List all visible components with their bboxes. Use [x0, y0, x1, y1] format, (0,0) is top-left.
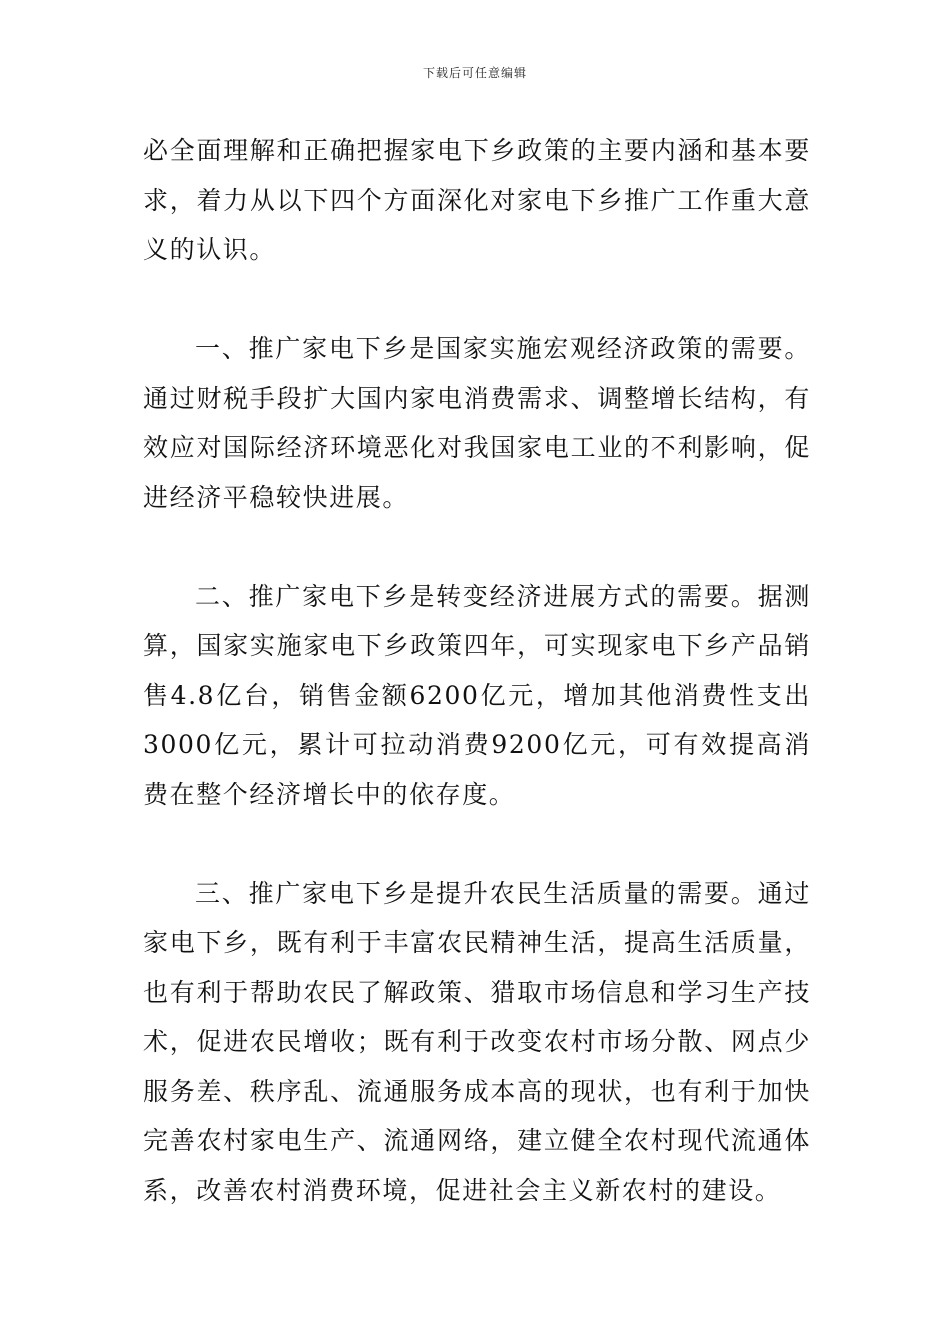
paragraph-spacer — [143, 275, 811, 325]
page-header: 下载后可任意编辑 — [422, 66, 527, 80]
paragraph-intro: 必全面理解和正确把握家电下乡政策的主要内涵和基本要求，着力从以下四个方面深化对家电下乡推广工作重大意义的认识。 — [143, 136, 811, 264]
paragraph-point-one: 一、推广家电下乡是国家实施宏观经济政策的需要。通过财税手段扩大国内家电消费需求、调整增长结构，有效应对国际经济环境恶化对我国家电工业的不利影响，促进经济平稳较快进展。 — [143, 334, 811, 512]
paragraph-point-three: 三、推广家电下乡是提升农民生活质量的需要。通过家电下乡，既有利于丰富农民精神生活，提高生活质量，也有利于帮助农民了解政策、猎取市场信息和学习生产技术，促进农民增收；既有利于改变农村市场分散、网点少服务差、秩序乱、流通服务成本高的现状，也有利于加快完善农村家电生产、流通网络，建立健全农村现代流通体系，改善农村消费环境，促进社会主义新农村的建设。 — [143, 878, 811, 1205]
paragraph-spacer — [143, 819, 811, 869]
paragraph-spacer — [143, 522, 811, 572]
document-body — [143, 126, 811, 1215]
paragraph-point-two: 二、推广家电下乡是转变经济进展方式的需要。据测算，国家实施家电下乡政策四年，可实现家电下乡产品销售4.8亿台，销售金额6200亿元，增加其他消费性支出3000亿元，累计可拉动消费9200亿元，可有效提高消费在整个经济增长中的依存度。 — [143, 581, 811, 809]
